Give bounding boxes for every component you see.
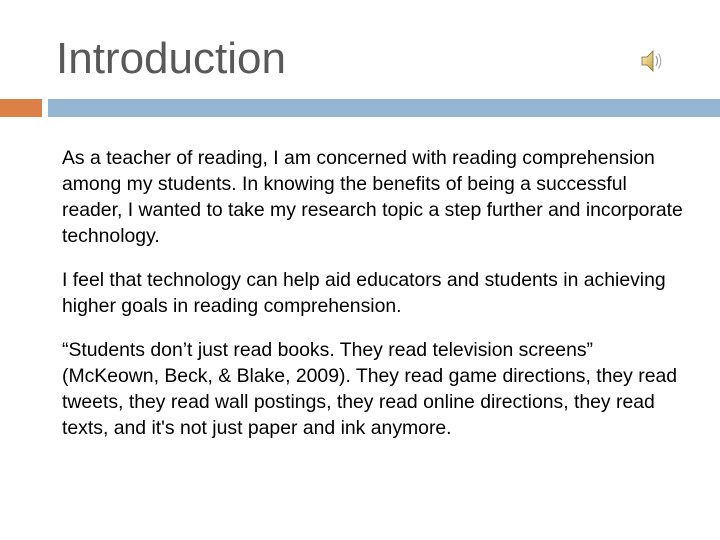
speaker-icon[interactable] — [640, 48, 664, 74]
body-paragraph: As a teacher of reading, I am concerned with reading comprehension among my students. In knowing the benefits of being a successful reader, I wanted to take my research topic a step further and incorporate technology. — [62, 147, 683, 247]
slide-title: Introduction — [56, 34, 286, 83]
slide-body — [62, 145, 692, 459]
accent-bar-orange — [0, 99, 42, 117]
body-paragraph: I feel that technology can help aid educators and students in achieving higher goals in reading comprehension. — [62, 269, 666, 317]
accent-bar-blue — [48, 99, 720, 117]
body-paragraph: “Students don’t just read books. They read television screens” (McKeown, Beck, & Blake, 2009). They read game directions, they read tweets, they read wall postings, they read online directions, they read texts, and it's not just paper and ink anymore. — [62, 339, 678, 439]
